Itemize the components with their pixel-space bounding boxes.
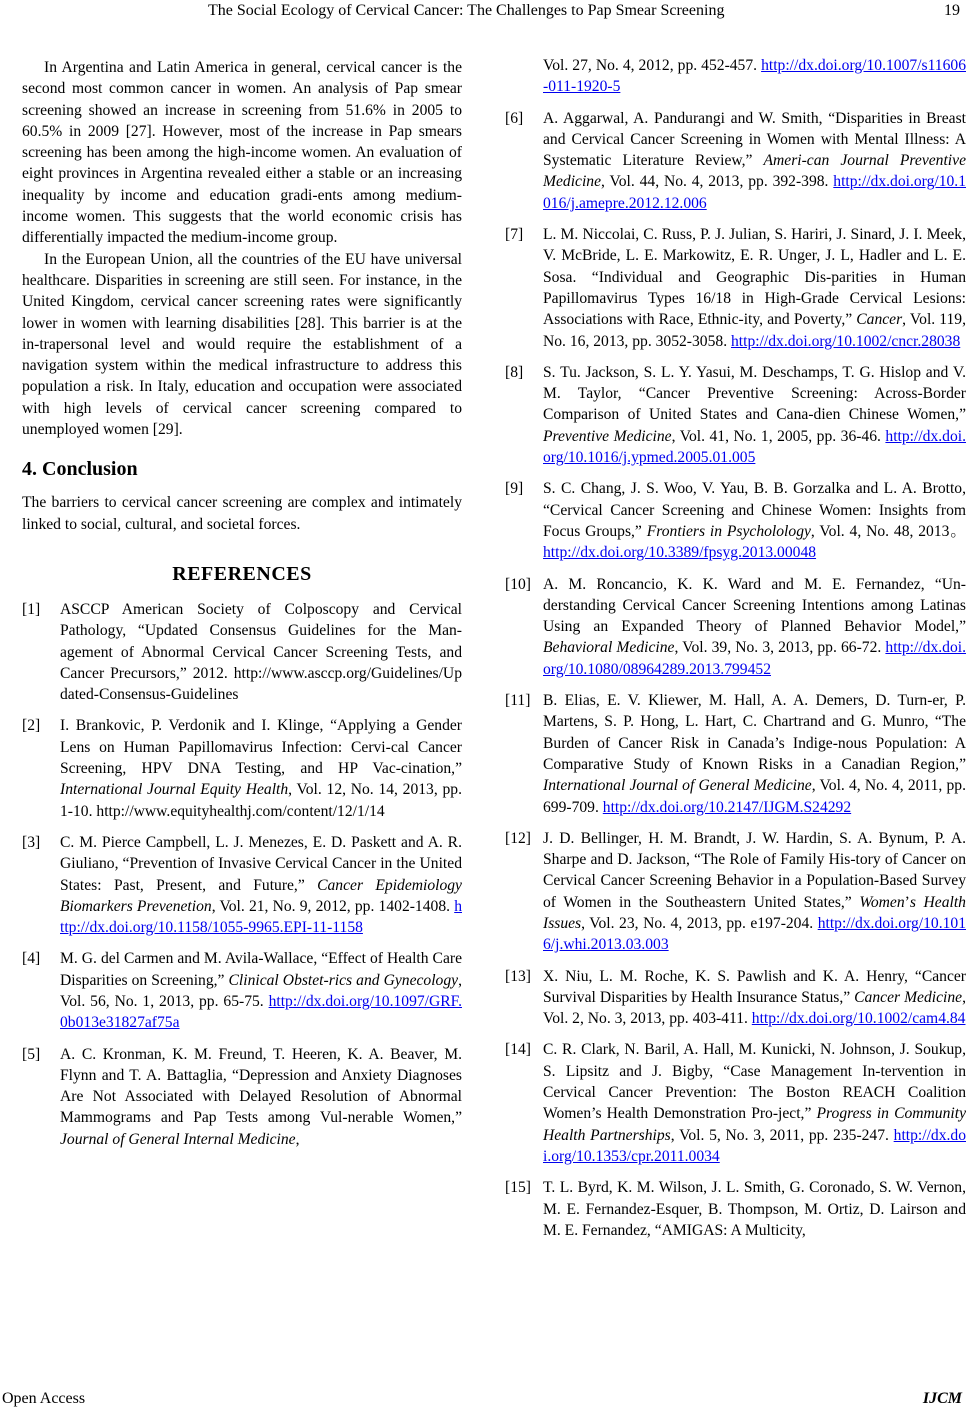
reference-text [60, 1044, 462, 1150]
reference-segment: , Vol. 21, No. 9, 2012, pp. 1402-1408. [211, 897, 455, 915]
paragraph: In Argentina and Latin America in general, cervical cancer is the second most common cancer in women. An analysis of Pap smear screening showed an increase in screening from 51.6% in 2005 to 60.5% in 2009 [27]. However, most of the increase in Pap smears screening has been among the high-income women. An evaluation of eight provinces in Argentina revealed either a stable or an increasing inequality by income and education gradi-ents among medium-income women. This suggests that the world economic crisis has differentially impacted the medium-income group. [22, 59, 462, 247]
reference-item [505, 1039, 966, 1167]
journal-title: Journal of General Internal Medicine [60, 1130, 296, 1148]
journal-title: International Journal Equity Health [60, 781, 289, 799]
doi-link[interactable]: http://dx.doi.org/10.2147/IJGM.S24292 [602, 798, 852, 816]
reference-number: [2] [22, 717, 41, 735]
journal-title: Women [859, 893, 905, 911]
reference-segment: , Vol. 2, No. 3, 2013, pp. 403-411. [543, 988, 966, 1028]
journal-title: Cancer Medicine [854, 988, 963, 1006]
doi-link[interactable]: http://dx.doi.org/10.1080/08964289.2013.799452 [543, 639, 966, 678]
reference-segment: ASCCP American Society of Colposcopy and Cervical Pathology, “Updated Consensus Guidelines for the Man-agement of Abnormal Cervical Cancer Screening Tests, and Cancer Precursors,” 2012. [60, 600, 462, 682]
page-number: 19 [944, 2, 960, 19]
footer-open-access: Open Access [2, 1390, 86, 1407]
doi-link[interactable]: http://dx.doi.org/10.1002/cam4.84 [751, 1010, 966, 1028]
reference-number: [4] [22, 950, 41, 968]
reference-text [60, 948, 462, 1033]
reference-text [505, 55, 966, 98]
section-heading: 4. Conclusion [22, 458, 138, 481]
reference-text [543, 362, 966, 468]
reference-item [505, 966, 966, 1030]
reference-number: [12] [505, 829, 531, 847]
reference-text [543, 828, 966, 956]
reference-text [543, 478, 966, 563]
doi-link[interactable]: http://dx.doi.org/10.1158/1055-9965.EPI-11-1158 [60, 897, 462, 937]
journal-title: Cancer Epidemiology Biomarkers Prevenetion [60, 876, 462, 915]
reference-segment: Vol. 27, No. 4, 2012, pp. 452-457. [543, 57, 762, 74]
reference-number: [1] [22, 600, 41, 618]
reference-item [505, 574, 966, 680]
doi-link[interactable]: http://dx.doi.org/10.1007/s11606-011-1920-5 [543, 57, 966, 96]
journal-title: Clinical Obstet-rics and Gynecology [228, 971, 459, 989]
references-heading: REFERENCES [172, 562, 312, 585]
reference-segment: , Vol. 5, No. 3, 2011, pp. 235-247. [670, 1126, 894, 1144]
reference-number: [9] [505, 480, 524, 498]
reference-item [22, 715, 462, 821]
reference-segment: C. M. Pierce Campbell, L. J. Menezes, E. D. Paskett and A. R. Giuliano, “Prevention of Invasive Cervical Cancer in the United States: Past, Present, and Future,” [60, 833, 462, 894]
journal-title: s Health Issues [543, 893, 966, 932]
reference-item [22, 948, 462, 1033]
reference-segment: J. D. Bellinger, H. M. Brandt, J. W. Hardin, S. A. Bynum, P. A. Sharpe and D. Jackson, “The Role of Family His-tory of Cancer on Cervical Cancer Screening Behavior in a Population-Based Survey of Women in the Southeastern United States,” [543, 829, 966, 911]
reference-segment: M. G. del Carmen and M. Avila-Wallace, “Effect of Health Care Disparities on Screening,” [60, 950, 462, 989]
reference-number: [7] [505, 226, 524, 244]
reference-item [505, 362, 966, 468]
reference-segment: , Vol. 39, No. 3, 2013, pp. 66-72. [674, 639, 886, 657]
reference-segment: T. L. Byrd, K. M. Wilson, J. L. Smith, G. Coronado, S. W. Vernon, M. E. Fernandez-Esquer, B. Thompson, M. Ortiz, D. Lairson and M. E. Fernandez, “AMIGAS: A Multicity, [543, 1179, 966, 1239]
reference-segment: , Vol. 119, No. 16, 2013, pp. 3052-3058. [543, 311, 967, 350]
reference-text [543, 574, 966, 680]
reference-text [543, 690, 966, 818]
reference-list [22, 599, 462, 1150]
reference-item [22, 832, 462, 938]
url-text: http://www.equityhealthj.com/content/12/1/14 [96, 802, 385, 820]
reference-item [505, 478, 966, 563]
reference-segment: , Vol. 56, No. 1, 2013, pp. 65-75. [60, 971, 462, 1010]
reference-segment: , Vol. 12, No. 14, 2013, pp. 1-10. [60, 781, 462, 820]
journal-title: Preventive Medicine [543, 427, 672, 445]
reference-segment: A. M. Roncancio, K. K. Ward and M. E. Fernandez, “Un-derstanding Cervical Cancer Screening Intentions among Latinas Using an Expanded Theory of Planned Behavior Model,” [543, 575, 966, 636]
doi-link[interactable]: http://dx.doi.org/10.3389/fpsyg.2013.00048 [543, 544, 817, 562]
reference-segment: C. R. Clark, N. Baril, A. Hall, M. Kunicki, N. Johnson, J. Soukup, S. Lipsitz and J. Bigby, “Case Management In-tervention in Cervical Cancer Prevention: The Boston REACH Coalition Women’s Health Demonstration Pro-ject,” [543, 1041, 966, 1123]
doi-link[interactable]: http://dx.doi.org/10.1016/j.whi.2013.03.003 [543, 914, 966, 954]
doi-link[interactable]: http://dx.doi.org/10.1016/j.ypmed.2005.01.005 [543, 427, 966, 467]
doi-link[interactable]: http://dx.doi.org/10.1002/cncr.28038 [731, 332, 961, 350]
journal-title: International Journal of General Medicine [543, 777, 812, 795]
doi-link[interactable]: http://dx.doi.org/10.1353/cpr.2011.0034 [543, 1126, 966, 1165]
reference-text [543, 966, 966, 1030]
reference-item [505, 1177, 966, 1241]
reference-number: [13] [505, 967, 531, 985]
reference-text [543, 1039, 966, 1167]
reference-number: [11] [505, 692, 531, 710]
reference-segment: , [295, 1130, 300, 1148]
paragraph: In the European Union, all the countries of the EU have universal healthcare. Disparities in screening are still seen. For instance, in the United Kingdom, cervical cancer screening rates were significantly lower in women with learning disabilities [28]. This barrier is at the in-trapersonal level and would require the establishment of a navigation system within the medical infrastructure to address this population a risk. In Italy, education and occupation were associated with high levels of cervical cancer screening compared to unemployed women [29]. [22, 250, 462, 439]
running-title: The Social Ecology of Cervical Cancer: The Challenges to Pap Smear Screening [208, 2, 725, 19]
reference-text [543, 1177, 966, 1241]
reference-item [505, 224, 966, 352]
left-column [22, 57, 462, 1160]
page-header [0, 0, 968, 24]
reference-segment: , Vol. 4, No. 4, 2011, pp. 699-709. [543, 777, 966, 816]
reference-number: [10] [505, 575, 531, 593]
reference-number: [6] [505, 109, 524, 127]
reference-number: [8] [505, 363, 524, 381]
footer-journal: IJCM [922, 1390, 962, 1407]
reference-segment: X. Niu, L. M. Roche, K. S. Pawlish and K. A. Henry, “Cancer Survival Disparities by Health Insurance Status,” [543, 967, 966, 1006]
reference-number: [14] [505, 1041, 531, 1059]
reference-item [505, 108, 966, 214]
doi-link[interactable]: http://dx.doi.org/10.1097/GRF.0b013e31827af75a [60, 992, 462, 1032]
reference-text [60, 832, 462, 938]
journal-title: Cancer [856, 311, 903, 329]
right-column [505, 55, 966, 1251]
reference-segment: A. C. Kronman, K. M. Freund, T. Heeren, K. A. Beaver, M. Flynn and T. A. Battaglia, “Depression and Anxiety Diagnoses Are Not Associated with Delayed Resolution of Abnormal Mammograms and Pap Tests among Vul-nerable Women,” [60, 1045, 462, 1127]
reference-segment: L. M. Niccolai, C. Russ, P. J. Julian, S. Hariri, J. Sinard, J. I. Meek, V. McBride, L. E. Markowitz, E. R. Unger, J. L, Hadler and L. E. Sosa. “Individual and Geographic Dis-parities in Human Papillomavirus Types 16/18 in High-Grade Cervical Lesions: Associations with Race, Ethnic-ity, and Poverty,” [543, 226, 966, 329]
reference-segment: I. Brankovic, P. Verdonik and I. Klinge, “Applying a Gender Lens on Human Papillomavirus Infection: Cervi-cal Cancer Screening, HPV DNA Testing, and HP Vac-cination,” [60, 717, 462, 778]
reference-segment: S. Tu. Jackson, S. L. Y. Yasui, M. Deschamps, T. G. Hislop and V. M. Taylor, “Cancer Preventive Screening: Across-Border Comparison of United States and Cana-dien Chinese Women,” [543, 363, 966, 424]
doi-link[interactable]: http://dx.doi.org/10.1016/j.amepre.2012.12.006 [543, 173, 966, 212]
url-text: http://www.asccp.org/Guidelines/Updated-Consensus-Guidelines [60, 664, 462, 704]
reference-item [22, 1044, 462, 1150]
journal-title: Progress in Community Health Partnerships [543, 1105, 966, 1144]
reference-segment: ’ [904, 893, 910, 911]
reference-number: [5] [22, 1045, 41, 1063]
reference-segment: , Vol. 4, No. 48, 2013。 [810, 522, 967, 540]
reference-item [505, 55, 966, 98]
journal-title: Frontiers in Psycholology [646, 522, 811, 540]
journal-title: Behavioral Medicine [543, 639, 675, 657]
reference-text [543, 224, 966, 352]
reference-item [22, 599, 462, 705]
reference-item [505, 828, 966, 956]
reference-item [505, 690, 966, 818]
reference-number: [15] [505, 1179, 531, 1197]
reference-text [60, 599, 462, 705]
paragraph: The barriers to cervical cancer screening are complex and intimately linked to social, cultural, and societal forces. [22, 494, 462, 533]
journal-title: Ameri-can Journal Preventive Medicine [543, 152, 966, 191]
reference-text [60, 715, 462, 821]
reference-segment: S. C. Chang, J. S. Woo, V. Yau, B. B. Gorzalka and L. A. Brotto, “Cervical Cancer Screening and Chinese Women: Insights from Focus Groups,” [543, 480, 966, 540]
reference-list [505, 55, 966, 1241]
reference-segment: , Vol. 44, No. 4, 2013, pp. 392-398. [601, 173, 834, 191]
reference-text [543, 108, 966, 214]
reference-segment: , Vol. 41, No. 1, 2005, pp. 36-46. [671, 427, 886, 445]
reference-number: [3] [22, 833, 41, 851]
reference-segment: B. Elias, E. V. Kliewer, M. Hall, A. A. Demers, D. Turn-er, P. Martens, S. P. Hong, L. Hart, C. Chartrand and G. Munro, “The Burden of Cancer Risk in Canada’s Indige-nous Population: A Comparative Study of Known Risks in a Canadian Region,” [543, 692, 966, 773]
reference-segment: , Vol. 23, No. 4, 2013, pp. e197-204. [581, 914, 818, 932]
reference-segment: A. Aggarwal, A. Pandurangi and W. Smith, “Disparities in Breast and Cervical Cancer Screening in Women with Mental Illness: A Systematic Literature Review,” [543, 109, 966, 170]
